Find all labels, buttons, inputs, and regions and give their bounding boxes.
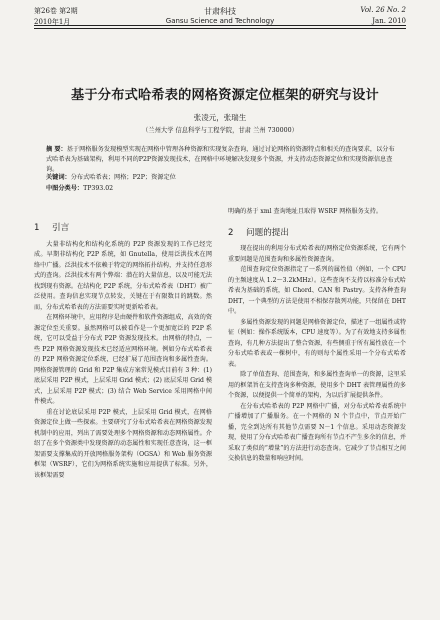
article-affiliation: （兰州大学 信息科学与工程学院，甘肃 兰州 730000）: [142, 127, 298, 134]
paragraph: 除了单值查询、范围查询，和多属性查询单一的资源，这里采用的框架旨在支持查询多种资源，使用多个 DHT 表管理属性的多个资源，以便提供一个简单的架构，为以后扩展提供条件。: [228, 371, 406, 399]
clc-number: [46, 184, 400, 194]
paragraph: 明确的基于 xml 查询地址且取得 WSRF 网格服务支持。: [228, 208, 382, 215]
header-rule: [34, 25, 406, 26]
clc-text: TP393.02: [83, 185, 114, 192]
right-column: [228, 207, 406, 465]
abstract-text: 基于网格服务发现模型实现在网格中管理各种资源和实现复杂查询，通过讨论网格的资源特点和相关的查询要求，以分布式哈希表为基础架构，利用不同的P2P资源发现技术，在网格中环境解决发现多个资源，并支持动态资源定位和实现资源信息查询。: [46, 146, 395, 173]
article-authors: 张凌元，张瑞生: [193, 113, 247, 122]
issue-date-en: Jan. 2010: [372, 17, 406, 25]
clc-label: 中图分类号：: [46, 185, 84, 192]
paragraph: 多属性资源发现的问题是网格资源定位，描述了一组属性或特征（例如：操作系统版本，CPU 速度等）。为了有效地支持多属性查询，有几种方法提出了整合资源，有些侧重于所有属性放在一个分布式哈希表或一棵树中，有的则每个属性采用一个分布式哈希表。: [228, 318, 406, 368]
journal-name-en: Gansu Science and Technology: [165, 17, 275, 25]
paragraph: 在分布式哈希表的 P2P 网格中广播，对分布式哈希表系统中广播增加了广播服务。在一个网格的 N 个节点中，节点开始广播，完全到达所有其他节点需要 N－1 个信息。采用动态资源发现，使用了分布式哈希表广播查询所有节点不产生多余的信息，并采取了类似的“增量”的方法进行动态查询。它减少了节点相互之间交换信息的数量和响应时间。: [228, 402, 406, 462]
section-heading-problem: 2 问题的提出: [228, 227, 289, 238]
paragraph: 重在讨论底层采用 P2P 模式，上层采用 Grid 模式，在网格资源定位上做一些探索。主要研究了分布式哈希表在网格资源发现机制中的应用，列出了需要处理多个网格资源和动态网格属性。介绍了在多个资源类中发现资源的动态属性和实现任意查询，这一框架需要支撑集成的开放网格服务架构（OGSA）和 Web 服务资源框架（WSRF），它们为网格系统实施和应用提供了标准。另外，该框架需要: [34, 408, 212, 479]
paragraph: 大量非结构化和结构化系统的 P2P 资源发现的工作已经完成。早期非结构化 P2P 系统，如 Gnutella，使用泛洪技术在网络中广播。泛洪技术不依赖于特定的网络拓扑结构，并支持任意形式的查询。泛洪技术有两个弊端：潜在的大量信息，以及可能无法找到现有资源。在结构化 P2P 系统，分布式哈希表（DHT）被广泛使用。查询信息实现节点转发，关键在于有限数目的跳数。然而，分布式哈希表的方法需要实时更新哈希表。: [34, 240, 212, 311]
running-header: [34, 6, 406, 36]
journal-name: 甘肃科技: [204, 7, 236, 16]
keywords-text: 分布式哈希表；网格；P2P；资源定位: [70, 174, 176, 181]
article-title: 基于分布式哈希表的网格资源定位框架的研究与设计: [71, 88, 379, 103]
paragraph: 现在提出的利用分布式哈希表的网格定位资源系统，它有两个重要问题是范围查询和多属性资源查询。: [228, 245, 406, 263]
abstract: [46, 145, 400, 175]
volume-issue-en: Vol. 26 No. 2: [360, 6, 406, 14]
header-rule-thin: [34, 28, 406, 29]
issue-date: 2010年1月: [34, 18, 71, 26]
keywords: [46, 173, 400, 183]
paragraph: 在网格环境中，应用程序是由硬件和软件资源组成，高效的资源定位至关重要。虽然网格可以被看作是一个更加宽泛的 P2P 系统，它可以受益于分布式 P2P 资源发现技术。由网格的特点，一些 P2P 网格资源发现技术已经适应网格环境。例如分布式哈希表的 P2P 网格资源定位系统，已经扩展了范围查询和多属性查询。网格资源管理的 Grid 和 P2P 集成方案常见模式目前有 3 种：(1) 底层采用 P2P 模式，上层采用 Grid 模式；(2) 底层采用 Grid 模式，上层采用 P2P 模式；(3) 结合 Web Service 采用网格中间件模式。: [34, 314, 212, 405]
section-heading-intro: 1 引言: [34, 223, 70, 233]
volume-issue: 第26卷 第2期: [34, 7, 78, 15]
left-column: [34, 217, 212, 481]
paragraph: 范围查询定位资源指定了一系列的属性值（例如，一个 CPU 的主频速度从 1.2～3.2kMHz）。这些查询不支持以标准分布式哈希表为基础的系统，如 Chord、CAN 和 Pastry。支持各种查询 DHT，一个典型的方法是使用不相保存散列功能，只保留在 DHT 中。: [228, 266, 406, 315]
abstract-label: 摘 要：: [46, 146, 67, 153]
keywords-label: 关键词：: [46, 174, 71, 181]
